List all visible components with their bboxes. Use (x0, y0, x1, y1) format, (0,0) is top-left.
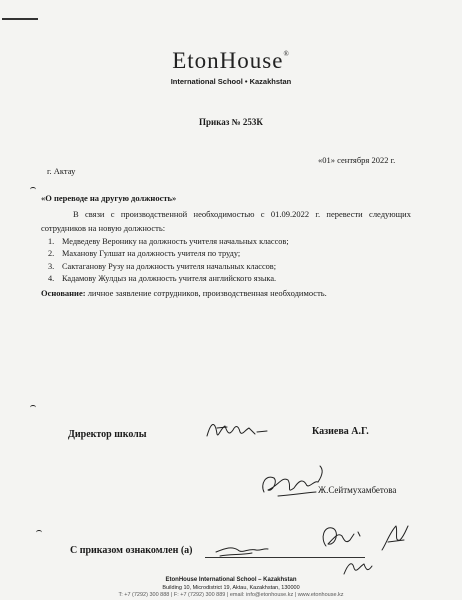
logo-subtitle: International School • Kazakhstan (170, 77, 292, 86)
list-item (48, 248, 408, 260)
margin-mark-2 (30, 405, 36, 410)
director-signature (205, 418, 275, 442)
list-item-number: 1. (48, 237, 55, 246)
second-signer-name: Ж.Сейтмухамбетова (318, 485, 397, 495)
basis-label: Основание: (41, 288, 86, 298)
second-signature (258, 462, 330, 502)
acknowledgement-label: С приказом ознакомлен (а) (70, 545, 193, 556)
list-item-text: Медведеву Веронику на должность учителя начальных классов; (62, 237, 289, 246)
list-item-text: Сактаганову Рузу на должность учителя начальных классов; (62, 261, 277, 271)
ack-signature-1 (212, 538, 272, 560)
list-item-number: 3. (48, 261, 55, 271)
list-item (48, 261, 408, 273)
logo-wordmark: EtonHouse (172, 48, 284, 73)
order-basis (41, 288, 327, 298)
ack-signature-2 (318, 520, 372, 556)
margin-mark-3 (36, 530, 42, 535)
registered-mark: ® (283, 50, 290, 58)
basis-text: личное заявление сотрудников, производственная необходимость. (87, 288, 327, 298)
ack-signature-4 (340, 556, 376, 578)
order-subject: «О переводе на другую должность» (41, 193, 177, 203)
director-name: Казиева А.Г. (312, 426, 369, 437)
order-city: г. Актау (47, 166, 76, 176)
order-date: «01» сентября 2022 г. (318, 155, 396, 165)
footer-contacts: T: +7 (7292) 300 888 | F: +7 (7292) 300 889 | email: info@etonhouse.kz | www.etonhouse.kz (118, 592, 344, 598)
list-item-text: Маханову Гулшат на должность учителя по труду; (62, 249, 241, 259)
footer-address: Building 10, Microdistrict 19, Aktau, Kazakhstan, 130000 (162, 585, 300, 591)
list-item-text: Кадамову Жулдыз на должность учителя английского языка. (62, 273, 277, 283)
list-item-number: 2. (48, 249, 55, 259)
list-item (48, 236, 408, 248)
margin-mark-1 (30, 187, 36, 192)
list-item-number: 4. (48, 273, 55, 283)
scan-mark-top (2, 18, 38, 20)
school-logo (0, 48, 462, 74)
transfer-list (48, 236, 408, 285)
footer-school-name: EtonHouse International School – Kazakhstan (165, 577, 297, 583)
order-intro: В связи с производственной необходимостью с 01.09.2022 г. перевести следующих сотрудников на новую должность: (41, 209, 411, 233)
ack-signature-3 (376, 520, 414, 556)
order-title: Приказ № 253К (199, 117, 263, 127)
director-label: Директор школы (68, 429, 147, 440)
list-item (48, 273, 408, 285)
